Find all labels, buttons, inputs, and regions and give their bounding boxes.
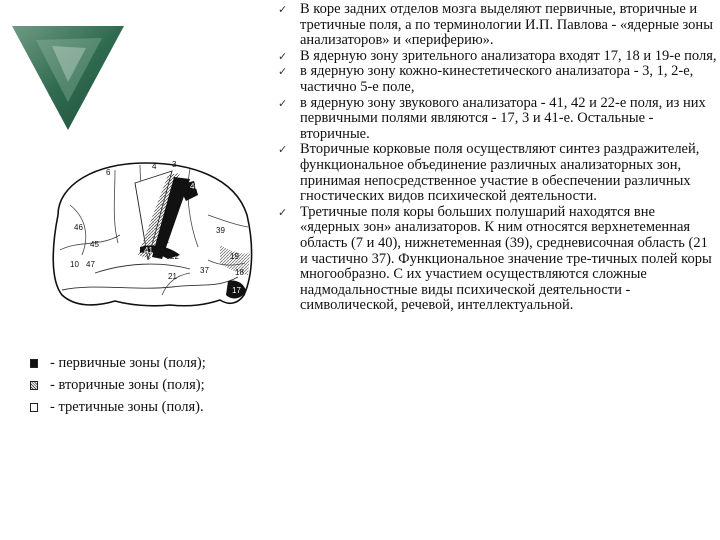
bullet-text: Вторичные корковые поля осуществляют синтез раздражителей, функциональное объединение различных анализаторных зон, принимая непосредственное участие в обеспечении различных гностических видов психической деятельности.: [300, 141, 700, 205]
bullet-item: [278, 2, 718, 49]
field-label-41: 41: [144, 246, 153, 255]
check-bullet-icon: ✓: [278, 205, 288, 219]
primary-zone-swatch: [30, 359, 38, 368]
field-label-22: 22: [170, 252, 179, 261]
bullet-item: [278, 64, 718, 95]
field-label-6: 6: [106, 168, 111, 177]
bullet-text: в ядерную зону кожно-кинестетического анализатора - 3, 1, 2-е, частично 5-е поле,: [300, 63, 694, 95]
check-bullet-icon: ✓: [278, 143, 288, 157]
legend-primary-label: - первичные зоны (поля);: [50, 354, 206, 371]
bullet-text: В коре задних отделов мозга выделяют первичные, вторичные и третичные поля, а по терминологии И.П. Павлова - «ядерные зоны анализаторов» и «периферию».: [300, 1, 713, 49]
bullet-item: [278, 96, 718, 143]
check-bullet-icon: ✓: [278, 96, 288, 110]
field-label-10: 10: [70, 260, 79, 269]
legend: [30, 352, 290, 418]
legend-tertiary: [30, 396, 290, 418]
field-label-18: 18: [235, 268, 244, 277]
check-bullet-icon: ✓: [278, 3, 288, 16]
bullet-text: в ядерную зону звукового анализатора - 41, 42 и 22-е поля, из них первичными полями являются - 17, 3 и 41-е. Остальные - вторичные.: [300, 94, 706, 142]
field-label-39: 39: [216, 226, 225, 235]
field-label-3: 3: [172, 160, 177, 169]
check-bullet-icon: ✓: [278, 65, 288, 79]
legend-secondary-label: - вторичные зоны (поля);: [50, 376, 205, 393]
field-label-42: 42: [160, 236, 169, 245]
bullet-text: В ядерную зону зрительного анализатора входят 17, 18 и 19-е поля,: [300, 47, 717, 64]
bullet-list: [278, 2, 718, 314]
field-label-19: 19: [230, 252, 239, 261]
bullet-text: Третичные поля коры больших полушарий находятся вне «ядерных зон» анализаторов. К ним относятся верхнетеменная область (7 и 40), нижнетеменная (39), средневисочная область (21 и частично 37). Функциональное значение тре-тичных полей коры многообразно. С их участием осуществляются сложные надмодальностные виды психической деятельности - символической, речевой, интеллектуальной.: [300, 203, 712, 314]
check-bullet-icon: ✓: [278, 49, 288, 63]
field-label-4: 4: [152, 162, 157, 171]
legend-secondary: [30, 374, 290, 396]
brain-diagram: [40, 155, 260, 330]
field-label-47: 47: [86, 260, 95, 269]
field-label-21: 21: [168, 272, 177, 281]
legend-tertiary-label: - третичные зоны (поля).: [50, 398, 204, 415]
field-label-37: 37: [200, 266, 209, 275]
legend-primary: [30, 352, 290, 374]
bullet-item: [278, 205, 718, 314]
field-label-40: 40: [190, 182, 199, 191]
bullet-item: [278, 142, 718, 204]
bullet-item: [278, 49, 718, 65]
secondary-zone-swatch: [30, 381, 38, 390]
field-label-17: 17: [232, 286, 241, 295]
field-label-45: 45: [90, 240, 99, 249]
green-triangle-logo: [12, 26, 124, 130]
tertiary-zone-swatch: [30, 403, 38, 412]
field-label-46: 46: [74, 223, 83, 232]
